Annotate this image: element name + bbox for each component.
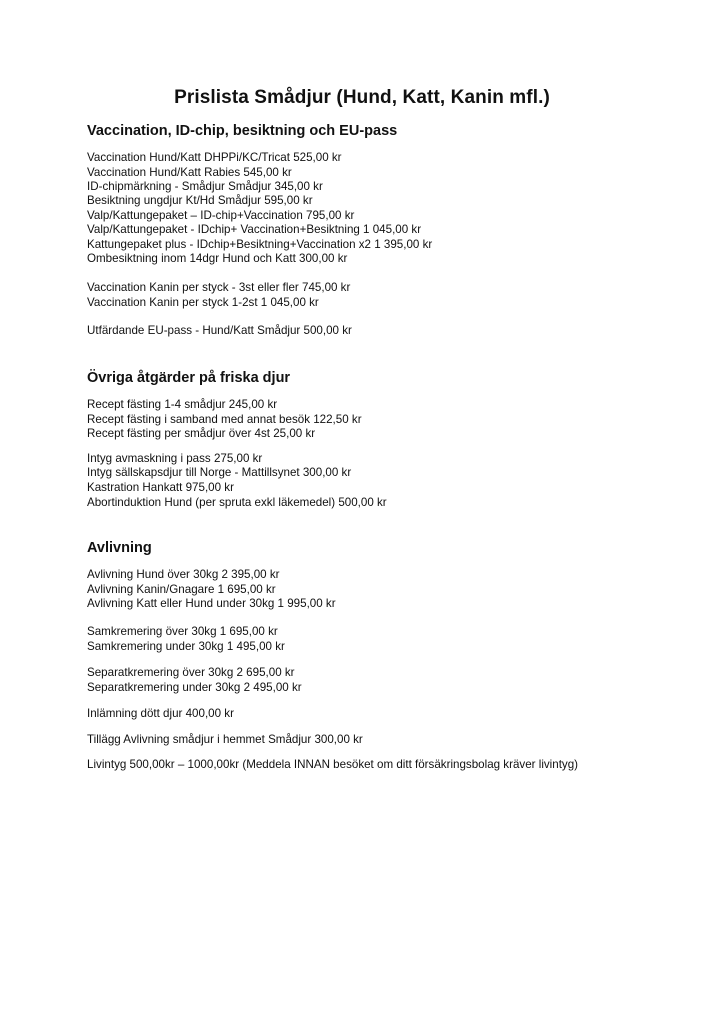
price-line: Valp/Kattungepaket – ID-chip+Vaccination 795,00 kr bbox=[87, 209, 355, 222]
price-line: Vaccination Hund/Katt Rabies 545,00 kr bbox=[87, 166, 292, 179]
price-line: Besiktning ungdjur Kt/Hd Smådjur 595,00 kr bbox=[87, 194, 313, 207]
price-line: Recept fästing per smådjur över 4st 25,00 kr bbox=[87, 427, 316, 440]
price-line: Valp/Kattungepaket - IDchip+ Vaccination+Besiktning 1 045,00 kr bbox=[87, 223, 422, 236]
section-heading-avlivning: Avlivning bbox=[87, 540, 152, 556]
price-line: Separatkremering över 30kg 2 695,00 kr bbox=[87, 666, 295, 679]
price-line: Recept fästing i samband med annat besök 122,50 kr bbox=[87, 413, 362, 426]
price-line: Samkremering över 30kg 1 695,00 kr bbox=[87, 625, 278, 638]
price-line: Vaccination Kanin per styck 1-2st 1 045,00 kr bbox=[87, 296, 319, 309]
price-line: Intyg sällskapsdjur till Norge - Mattillsynet 300,00 kr bbox=[87, 466, 352, 479]
price-line: Inlämning dött djur 400,00 kr bbox=[87, 707, 234, 720]
price-line: Vaccination Hund/Katt DHPPi/KC/Tricat 525,00 kr bbox=[87, 151, 342, 164]
price-line: Kastration Hankatt 975,00 kr bbox=[87, 481, 234, 494]
price-line: Ombesiktning inom 14dgr Hund och Katt 300,00 kr bbox=[87, 252, 348, 265]
price-line: Livintyg 500,00kr – 1000,00kr (Meddela INNAN besöket om ditt försäkringsbolag kräver livintyg) bbox=[87, 758, 579, 771]
price-line: Abortinduktion Hund (per spruta exkl läkemedel) 500,00 kr bbox=[87, 496, 387, 509]
price-line: Recept fästing 1-4 smådjur 245,00 kr bbox=[87, 398, 278, 411]
page-title: Prislista Smådjur (Hund, Katt, Kanin mfl.) bbox=[174, 87, 550, 108]
price-line: Samkremering under 30kg 1 495,00 kr bbox=[87, 640, 285, 653]
price-line: Vaccination Kanin per styck - 3st eller fler 745,00 kr bbox=[87, 281, 351, 294]
price-line: Tillägg Avlivning smådjur i hemmet Smådjur 300,00 kr bbox=[87, 733, 363, 746]
price-line: ID-chipmärkning - Smådjur Smådjur 345,00 kr bbox=[87, 180, 323, 193]
price-line: Avlivning Hund över 30kg 2 395,00 kr bbox=[87, 568, 280, 581]
price-line: Avlivning Kanin/Gnagare 1 695,00 kr bbox=[87, 583, 276, 596]
price-line: Intyg avmaskning i pass 275,00 kr bbox=[87, 452, 263, 465]
price-line: Utfärdande EU-pass - Hund/Katt Smådjur 500,00 kr bbox=[87, 324, 352, 337]
section-heading-ovriga: Övriga åtgärder på friska djur bbox=[87, 370, 291, 386]
price-line: Separatkremering under 30kg 2 495,00 kr bbox=[87, 681, 302, 694]
price-line: Avlivning Katt eller Hund under 30kg 1 995,00 kr bbox=[87, 597, 336, 610]
section-heading-vaccination: Vaccination, ID-chip, besiktning och EU-pass bbox=[87, 123, 398, 139]
price-line: Kattungepaket plus - IDchip+Besiktning+Vaccination x2 1 395,00 kr bbox=[87, 238, 433, 251]
